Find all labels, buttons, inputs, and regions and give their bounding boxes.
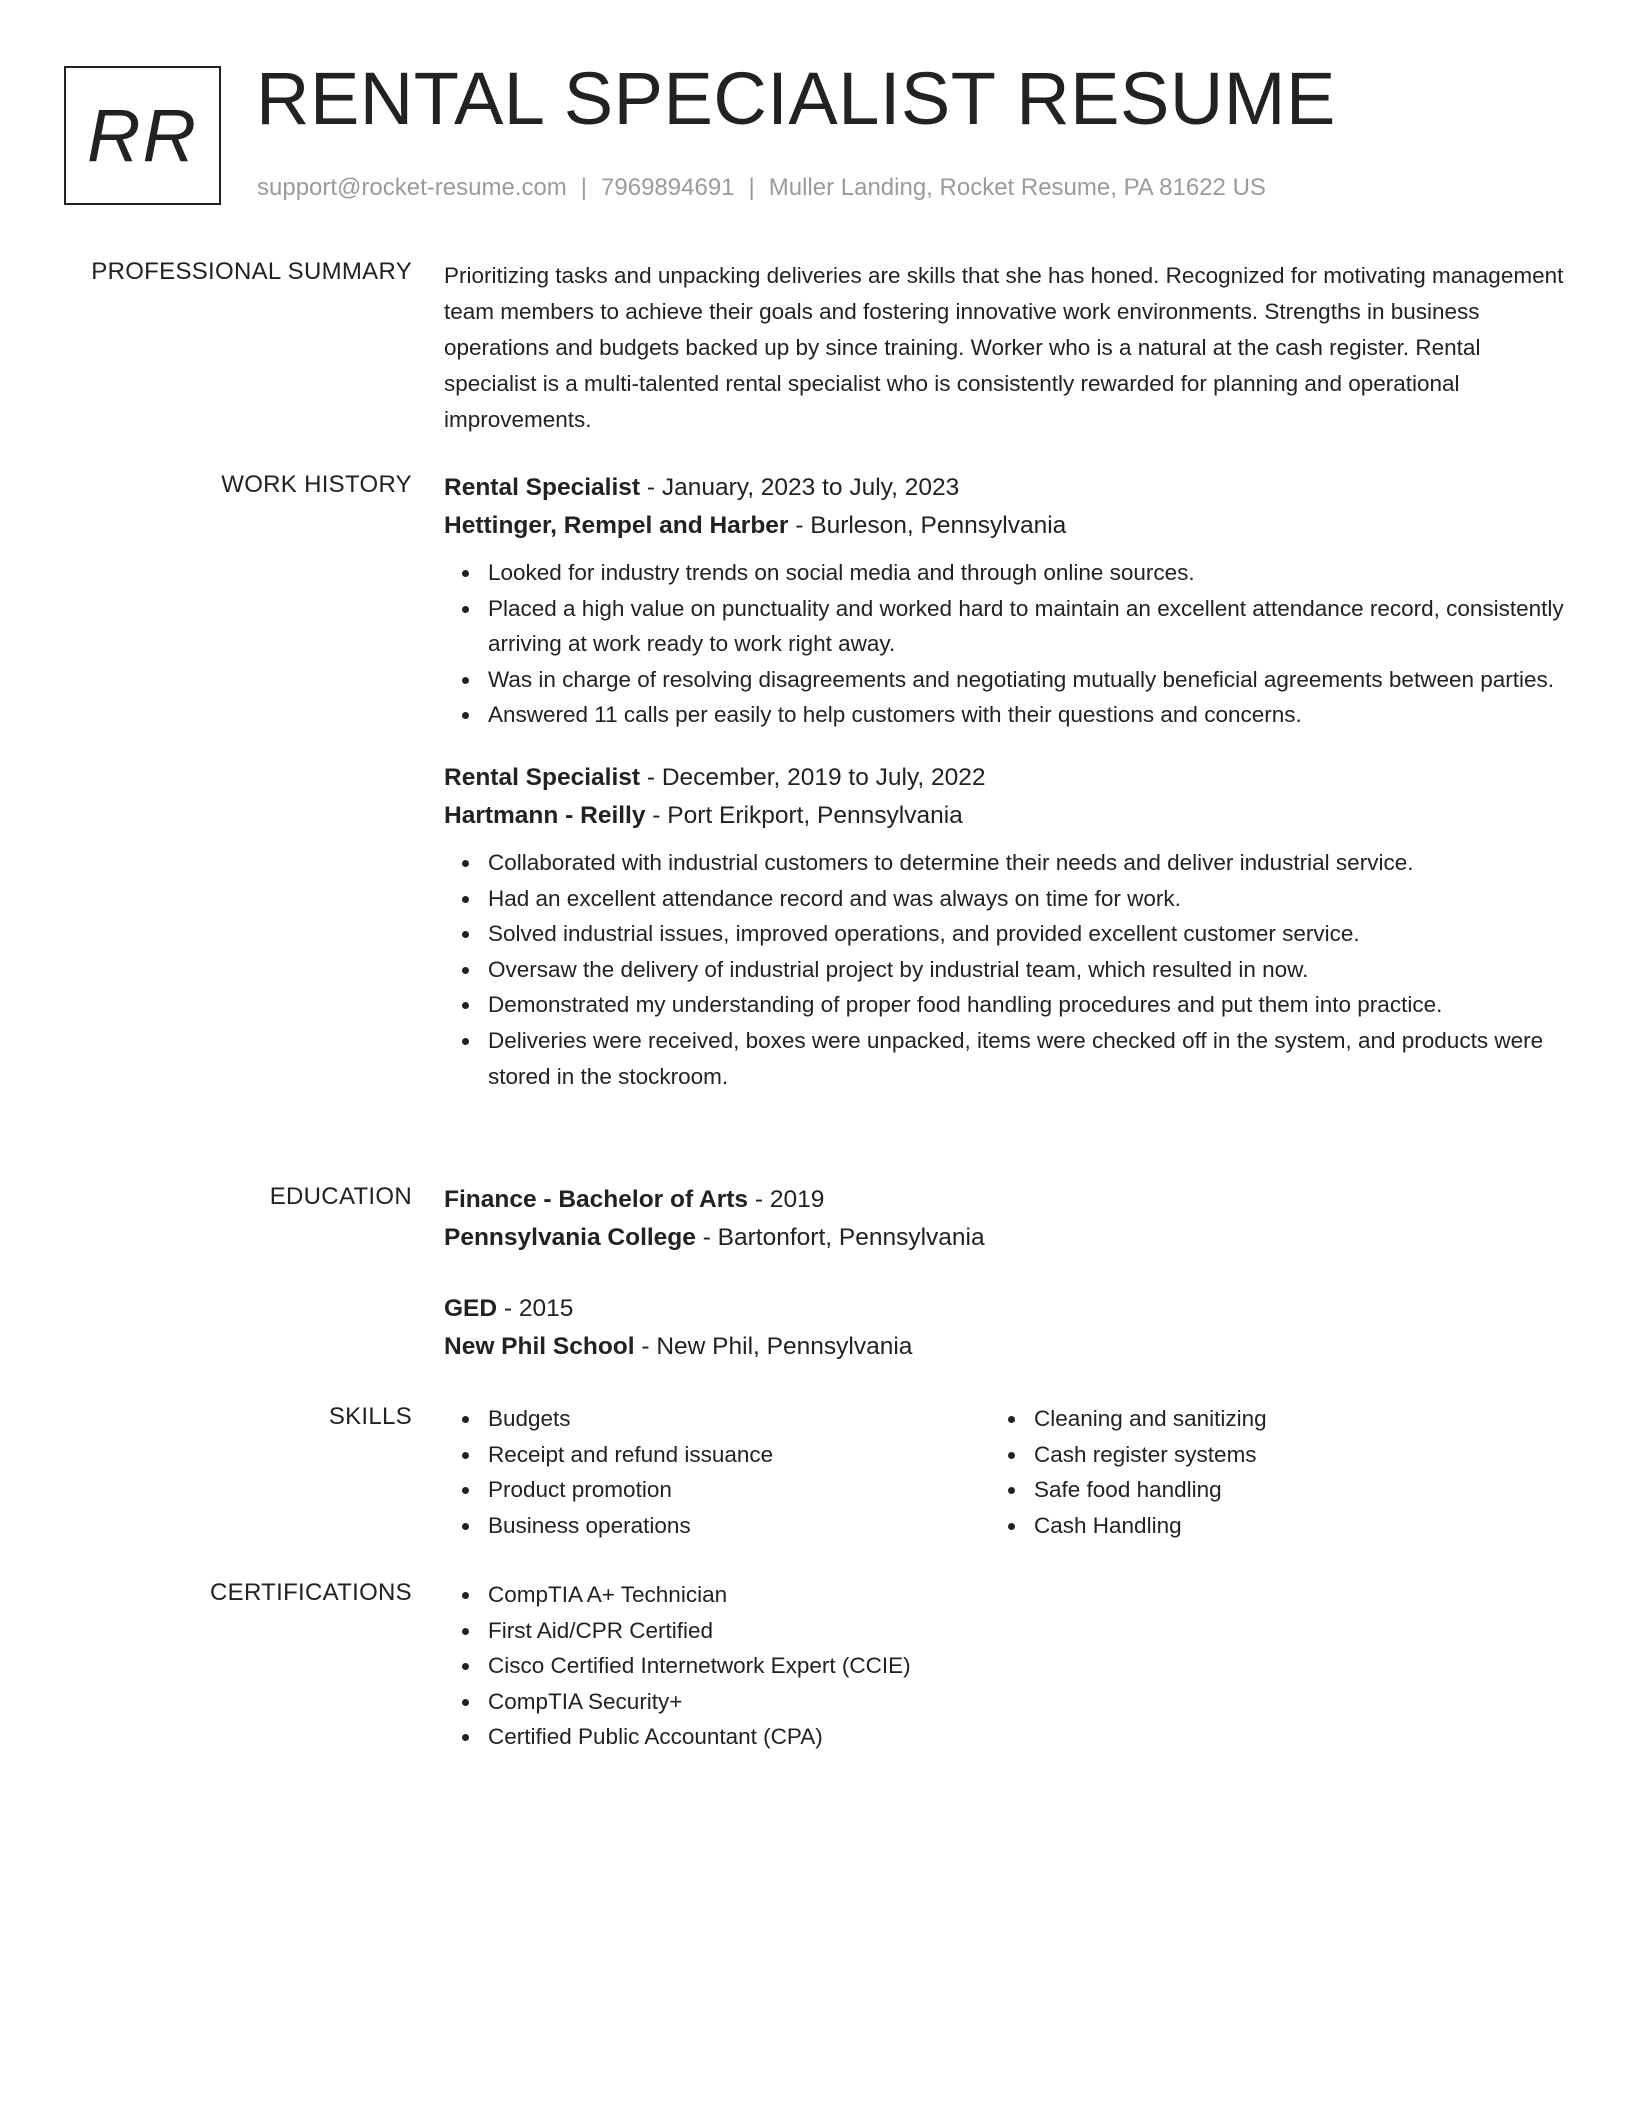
skills-column-2 — [990, 1401, 1490, 1543]
skill-item: Budgets — [488, 1401, 990, 1437]
skills-column-1 — [444, 1401, 990, 1543]
certification-item: First Aid/CPR Certified — [488, 1613, 1564, 1649]
list-item: Was in charge of resolving disagreements and negotiating mutually beneficial agreements between parties. — [488, 662, 1564, 698]
job-dates: - December, 2019 to July, 2022 — [640, 763, 986, 791]
certification-item: CompTIA A+ Technician — [488, 1577, 1564, 1613]
degree: Finance - Bachelor of Arts — [444, 1186, 749, 1213]
monogram-logo — [64, 66, 221, 205]
skill-item: Cash register systems — [1034, 1437, 1490, 1473]
skill-item: Safe food handling — [1034, 1472, 1490, 1508]
monogram-initials: RR — [87, 94, 198, 177]
list-item: Collaborated with industrial customers to determine their needs and deliver industrial service. — [488, 845, 1564, 881]
list-item: Had an excellent attendance record and was always on time for work. — [488, 881, 1564, 917]
degree: GED — [444, 1295, 498, 1322]
skill-item: Product promotion — [488, 1472, 990, 1508]
skill-item: Cleaning and sanitizing — [1034, 1401, 1490, 1437]
school-line — [444, 1219, 1564, 1257]
list-item: Deliveries were received, boxes were unpacked, items were checked off in the system, and products were stored in the stockroom. — [488, 1023, 1564, 1094]
job-company-line — [444, 507, 1564, 545]
job-title: Rental Specialist — [444, 474, 641, 501]
list-item: Demonstrated my understanding of proper food handling procedures and put them into practice. — [488, 987, 1564, 1023]
job-title-line — [444, 759, 1564, 797]
degree-line — [444, 1181, 1564, 1219]
resume-title: RENTAL SPECIALIST RESUME — [256, 57, 1336, 140]
summary-text: Prioritizing tasks and unpacking deliveries are skills that she has honed. Recognized for motivating management team members to achieve their goals and fostering innovative work environments. Strengths in business operations and budgets backed up by since training. Worker who is a natural at the cash register. Rental specialist is a multi-talented rental specialist who is consistently rewarded for planning and operational improvements. — [444, 263, 1564, 432]
job-title-line — [444, 469, 1564, 507]
skill-item: Business operations — [488, 1508, 990, 1544]
skill-item: Receipt and refund issuance — [488, 1437, 990, 1473]
certifications-list — [444, 1577, 1564, 1755]
skills-grid — [444, 1401, 1564, 1543]
certification-item: CompTIA Security+ — [488, 1684, 1564, 1720]
certifications-body — [444, 1577, 1564, 1755]
skill-item: Cash Handling — [1034, 1508, 1490, 1544]
skills-list — [444, 1401, 990, 1543]
list-item: Looked for industry trends on social media and through online sources. — [488, 555, 1564, 591]
education-entry — [444, 1181, 1564, 1257]
job-bullet-list — [444, 845, 1564, 1094]
job-company: Hartmann - Reilly — [444, 801, 646, 829]
section-heading-certifications: CERTIFICATIONS — [210, 1579, 412, 1606]
degree-line — [444, 1290, 1564, 1328]
list-item: Solved industrial issues, improved operations, and provided excellent customer service. — [488, 916, 1564, 952]
education-entry — [444, 1290, 1564, 1366]
contact-separator: | — [580, 174, 588, 201]
certification-item: Cisco Certified Internetwork Expert (CCIE) — [488, 1648, 1564, 1684]
list-item: Oversaw the delivery of industrial project by industrial team, which resulted in now. — [488, 952, 1564, 988]
skills-list — [990, 1401, 1490, 1543]
school: New Phil School — [444, 1333, 635, 1360]
section-heading-skills: SKILLS — [328, 1403, 412, 1430]
section-heading-summary: PROFESSIONAL SUMMARY — [91, 258, 412, 285]
contact-email[interactable]: support@rocket-resume.com — [257, 174, 567, 201]
job-entry — [444, 469, 1564, 733]
summary-body — [444, 258, 1564, 438]
degree-year: - 2019 — [748, 1186, 825, 1213]
certification-item: Certified Public Accountant (CPA) — [488, 1719, 1564, 1755]
work-history-body — [444, 469, 1564, 1094]
education-body — [444, 1181, 1564, 1366]
degree-year: - 2015 — [497, 1295, 574, 1322]
contact-address: Muller Landing, Rocket Resume, PA 81622 US — [768, 174, 1266, 201]
contact-line — [257, 174, 1266, 202]
school-location: - Bartonfort, Pennsylvania — [695, 1224, 985, 1251]
list-item: Answered 11 calls per easily to help customers with their questions and concerns. — [488, 697, 1564, 733]
job-bullet-list — [444, 555, 1564, 733]
job-entry — [444, 759, 1564, 1094]
job-company-line — [444, 797, 1564, 835]
job-title: Rental Specialist — [444, 763, 641, 791]
section-heading-work: WORK HISTORY — [221, 471, 412, 498]
section-heading-education: EDUCATION — [269, 1183, 412, 1210]
job-dates: - January, 2023 to July, 2023 — [640, 474, 960, 501]
school-location: - New Phil, Pennsylvania — [634, 1333, 913, 1360]
contact-separator: | — [748, 174, 755, 201]
list-item: Placed a high value on punctuality and worked hard to maintain an excellent attendance record, consistently arriving at work ready to work right away. — [488, 591, 1564, 662]
job-company: Hettinger, Rempel and Harber — [444, 512, 789, 539]
job-location: - Port Erikport, Pennsylvania — [645, 801, 963, 829]
school: Pennsylvania College — [444, 1224, 696, 1251]
school-line — [444, 1328, 1564, 1366]
job-location: - Burleson, Pennsylvania — [788, 512, 1067, 539]
skills-body — [444, 1401, 1564, 1543]
contact-phone[interactable]: 7969894691 — [601, 174, 735, 201]
